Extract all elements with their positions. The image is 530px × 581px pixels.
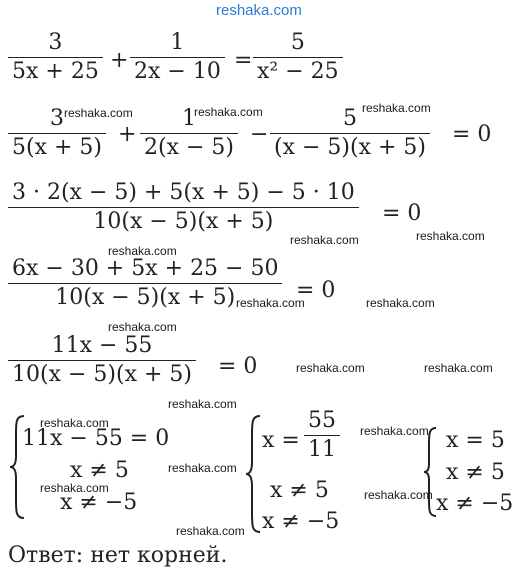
answer: Ответ: нет корней. xyxy=(8,543,228,568)
fraction: 55 11 xyxy=(304,410,340,461)
fraction: 5 (x − 5)(x + 5) xyxy=(270,108,430,159)
watermark: reshaka.com xyxy=(366,296,435,310)
fraction: 5 x² − 25 xyxy=(253,32,343,83)
watermark: reshaka.com xyxy=(236,296,305,310)
watermark: reshaka.com xyxy=(362,101,431,115)
watermark: reshaka.com xyxy=(360,424,429,438)
watermark: reshaka.com xyxy=(290,233,359,247)
watermark: reshaka.com xyxy=(296,361,365,375)
fraction: 6x − 30 + 5x + 25 − 50 10(x − 5)(x + 5) xyxy=(8,258,282,309)
curly-brace-icon xyxy=(244,414,262,534)
fraction: 3 · 2(x − 5) + 5(x + 5) − 5 · 10 10(x − 5)(x + 5) xyxy=(8,182,359,233)
watermark: reshaka.com xyxy=(108,244,177,258)
watermark-top: reshaka.com xyxy=(216,2,302,19)
fraction: 3 5(x + 5) xyxy=(8,108,106,159)
fraction: 1 2(x − 5) xyxy=(140,108,238,159)
watermark: reshaka.com xyxy=(168,397,237,411)
fraction: 1 2x − 10 xyxy=(130,32,225,83)
watermark: reshaka.com xyxy=(416,229,485,243)
watermark: reshaka.com xyxy=(194,105,263,119)
watermark: reshaka.com xyxy=(168,461,237,475)
watermark: reshaka.com xyxy=(40,416,109,430)
fraction: 3 5x + 25 xyxy=(8,32,103,83)
watermark: reshaka.com xyxy=(176,524,245,538)
fraction: 11x − 55 10(x − 5)(x + 5) xyxy=(8,335,196,386)
watermark: reshaka.com xyxy=(64,106,133,120)
watermark: reshaka.com xyxy=(40,481,109,495)
watermark: reshaka.com xyxy=(364,488,433,502)
watermark: reshaka.com xyxy=(108,320,177,334)
watermark: reshaka.com xyxy=(424,361,493,375)
